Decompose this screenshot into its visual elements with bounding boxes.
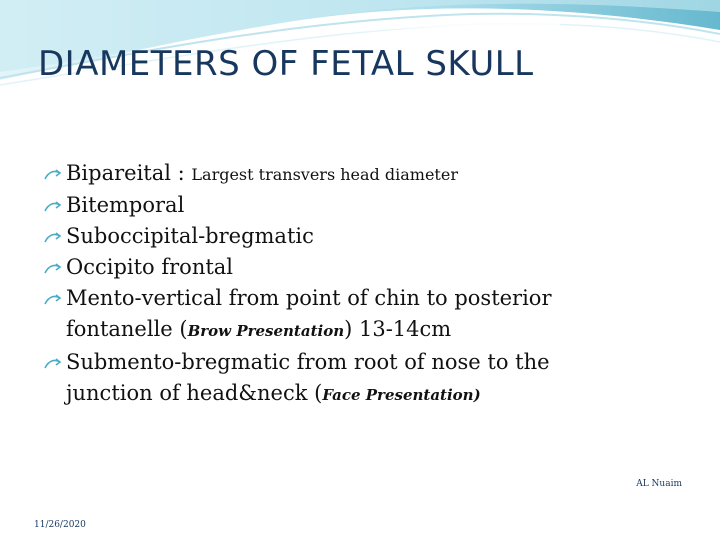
arrow-bullet-icon (44, 283, 64, 314)
bullet-note: Largest transvers head diameter (191, 165, 458, 184)
bullet-item-submento-bregmatic (44, 347, 684, 411)
bullet-item-mento-vertical (44, 283, 684, 347)
arrow-bullet-icon (44, 221, 64, 252)
bullet-text: Bitemporal (66, 193, 185, 217)
bullet-list (44, 158, 684, 411)
footer-date: 11/26/2020 (34, 520, 86, 530)
footer-author: AL Nuaim (636, 479, 682, 489)
bullet-item-bitemporal (44, 190, 684, 221)
bullet-item-biparietal (44, 158, 684, 190)
bullet-item-occipito-frontal (44, 252, 684, 283)
bullet-continuation (66, 314, 684, 347)
arrow-bullet-icon (44, 252, 64, 283)
bullet-continuation (66, 378, 684, 411)
arrow-bullet-icon (44, 158, 64, 189)
bullet-text: Bipareital : (66, 161, 192, 185)
bullet-text: Suboccipital-bregmatic (66, 224, 314, 248)
bullet-cont-text: fontanelle ( (66, 317, 188, 341)
bullet-cont-text: junction of head&neck ( (66, 381, 323, 405)
bullet-text: Submento-bregmatic from root of nose to the (66, 350, 550, 374)
arrow-bullet-icon (44, 190, 64, 221)
bullet-cont-text-end: ) 13-14cm (344, 317, 452, 341)
slide-title: DIAMETERS OF FETAL SKULL (38, 44, 534, 84)
bullet-text: Mento-vertical from point of chin to posterior (66, 286, 552, 310)
bullet-emphasis: Brow Presentation (187, 322, 345, 340)
bullet-item-suboccipital-bregmatic (44, 221, 684, 252)
bullet-text: Occipito frontal (66, 255, 234, 279)
arrow-bullet-icon (44, 347, 64, 378)
bullet-emphasis: Face Presentation) (322, 386, 481, 404)
